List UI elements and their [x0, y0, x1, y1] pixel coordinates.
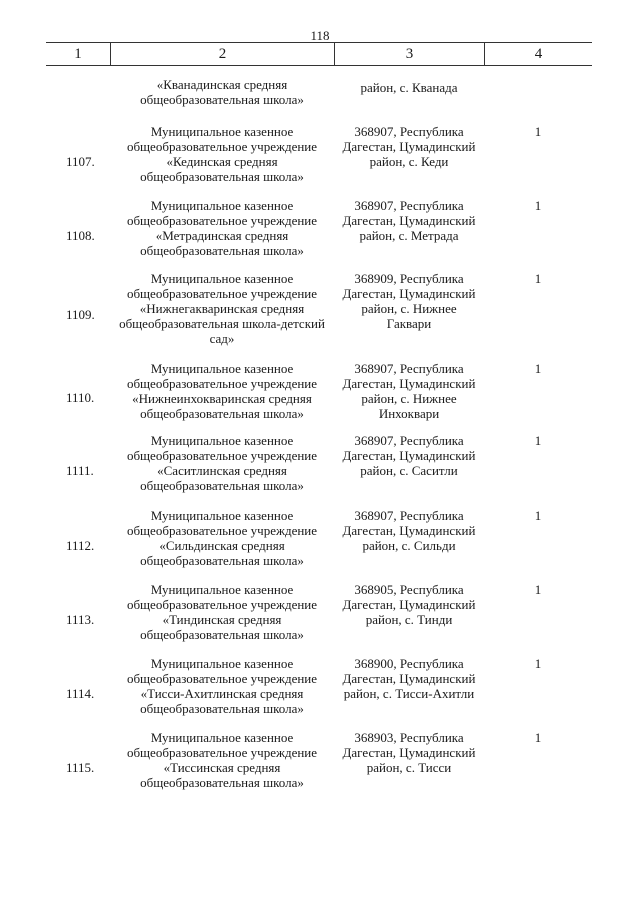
row-number: 1112. [66, 538, 95, 553]
address-line: 368907, Республика [354, 198, 464, 213]
row-number: 1107. [66, 154, 95, 169]
name-line: «Сильдинская средняя [159, 538, 285, 553]
address-line: Дагестан, Цумадинский [342, 671, 476, 686]
address-line: район, с. Метрада [359, 228, 459, 243]
institution-address [334, 198, 484, 243]
row-number: 1109. [66, 307, 95, 322]
name-line: Муниципальное казенное [150, 124, 294, 139]
institution-address [334, 730, 484, 775]
institution-name [110, 656, 334, 716]
name-line: Муниципальное казенное [150, 361, 294, 376]
institution-address [334, 124, 484, 169]
quantity: 1 [534, 730, 542, 745]
name-line: общеобразовательное учреждение [126, 597, 318, 612]
quantity: 1 [534, 271, 542, 286]
name-line: «Кванадинская средняя [156, 77, 288, 92]
name-line: «Тиссинская средняя [163, 760, 281, 775]
address-line: Дагестан, Цумадинский [342, 448, 476, 463]
name-line: общеобразовательное учреждение [126, 139, 318, 154]
address-line: Дагестан, Цумадинский [342, 286, 476, 301]
quantity: 1 [534, 198, 542, 213]
column-header-1: 1 [74, 46, 82, 62]
name-line: общеобразовательная школа» [140, 406, 304, 421]
address-line: Дагестан, Цумадинский [342, 376, 476, 391]
name-line: «Нижнегакваринская средняя [139, 301, 305, 316]
name-line: общеобразовательная школа» [140, 701, 304, 716]
institution-name [110, 730, 334, 790]
address-line: 368905, Республика [354, 582, 464, 597]
address-line: район, с. Тисси-Ахитли [343, 686, 475, 701]
name-line: общеобразовательная школа» [140, 627, 304, 642]
name-line: общеобразовательная школа» [140, 775, 304, 790]
name-line: Муниципальное казенное [150, 508, 294, 523]
institution-address [334, 80, 484, 95]
quantity: 1 [534, 508, 542, 523]
address-line: 368907, Республика [354, 361, 464, 376]
institution-name [110, 508, 334, 568]
institution-name [110, 77, 334, 107]
address-line: 368907, Республика [354, 124, 464, 139]
institution-address [334, 433, 484, 478]
address-line: Гаквари [386, 316, 432, 331]
column-header-3: 3 [334, 43, 484, 65]
name-line: «Кединская средняя [166, 154, 278, 169]
row-number: 1114. [66, 686, 95, 701]
institution-address [334, 582, 484, 627]
name-line: общеобразовательная школа» [140, 478, 304, 493]
quantity: 1 [534, 361, 542, 376]
name-line: общеобразовательная школа» [140, 243, 304, 258]
quantity: 1 [534, 433, 542, 448]
address-line: 368900, Республика [354, 656, 464, 671]
institution-name [110, 361, 334, 421]
name-line: «Нижнеинхокваринская средняя [132, 391, 312, 406]
row-number: 1110. [66, 390, 95, 405]
institution-name [110, 124, 334, 184]
table-header [46, 42, 592, 66]
address-line: Дагестан, Цумадинский [342, 213, 476, 228]
name-line: общеобразовательное учреждение [126, 745, 318, 760]
address-line: Инхоквари [378, 406, 440, 421]
institution-name [110, 582, 334, 642]
name-line: общеобразовательное учреждение [126, 376, 318, 391]
row-number: 1108. [66, 228, 95, 243]
institution-address [334, 656, 484, 701]
name-line: общеобразовательное учреждение [126, 286, 318, 301]
name-line: общеобразовательное учреждение [126, 671, 318, 686]
address-line: район, с. Тисси [366, 760, 452, 775]
institution-address [334, 361, 484, 421]
name-line: общеобразовательная школа» [140, 553, 304, 568]
address-line: 368909, Республика [354, 271, 464, 286]
address-line: Дагестан, Цумадинский [342, 139, 476, 154]
institution-address [334, 271, 484, 331]
name-line: общеобразовательная школа» [140, 169, 304, 184]
name-line: общеобразовательное учреждение [126, 448, 318, 463]
name-line: «Тиндинская средняя [162, 612, 282, 627]
quantity: 1 [534, 582, 542, 597]
name-line: общеобразовательная школа» [140, 92, 304, 107]
address-line: Дагестан, Цумадинский [342, 597, 476, 612]
row-number: 1111. [66, 463, 94, 478]
name-line: общеобразовательное учреждение [126, 213, 318, 228]
column-header-4: 4 [484, 43, 592, 65]
name-line: Муниципальное казенное [150, 433, 294, 448]
name-line: сад» [209, 331, 235, 346]
name-line: Муниципальное казенное [150, 271, 294, 286]
address-line: 368907, Республика [354, 508, 464, 523]
name-line: Муниципальное казенное [150, 656, 294, 671]
address-line: район, с. Кеди [369, 154, 449, 169]
page-number: 118 [310, 28, 330, 43]
address-line: район, с. Тинди [365, 612, 453, 627]
name-line: «Саситлинская средняя [157, 463, 287, 478]
institution-name [110, 198, 334, 258]
quantity: 1 [534, 656, 542, 671]
name-line: Муниципальное казенное [150, 730, 294, 745]
institution-address [334, 508, 484, 553]
name-line: общеобразовательное учреждение [126, 523, 318, 538]
name-line: общеобразовательная школа-детский [119, 316, 325, 331]
address-line: Дагестан, Цумадинский [342, 745, 476, 760]
address-line: район, с. Нижнее [361, 391, 457, 406]
address-line: район, с. Нижнее [361, 301, 457, 316]
name-line: «Тисси-Ахитлинская средняя [140, 686, 304, 701]
address-line: район, с. Саситли [360, 463, 458, 478]
name-line: Муниципальное казенное [150, 582, 294, 597]
institution-name [110, 271, 334, 346]
address-line: 368907, Республика [354, 433, 464, 448]
name-line: «Метрадинская средняя [155, 228, 289, 243]
address-line: район, с. Кванада [360, 80, 458, 95]
address-line: район, с. Сильди [362, 538, 456, 553]
column-header-2: 2 [110, 43, 334, 65]
name-line: Муниципальное казенное [150, 198, 294, 213]
institution-name [110, 433, 334, 493]
row-number: 1115. [66, 760, 95, 775]
row-number: 1113. [66, 612, 95, 627]
address-line: Дагестан, Цумадинский [342, 523, 476, 538]
quantity: 1 [534, 124, 542, 139]
address-line: 368903, Республика [354, 730, 464, 745]
